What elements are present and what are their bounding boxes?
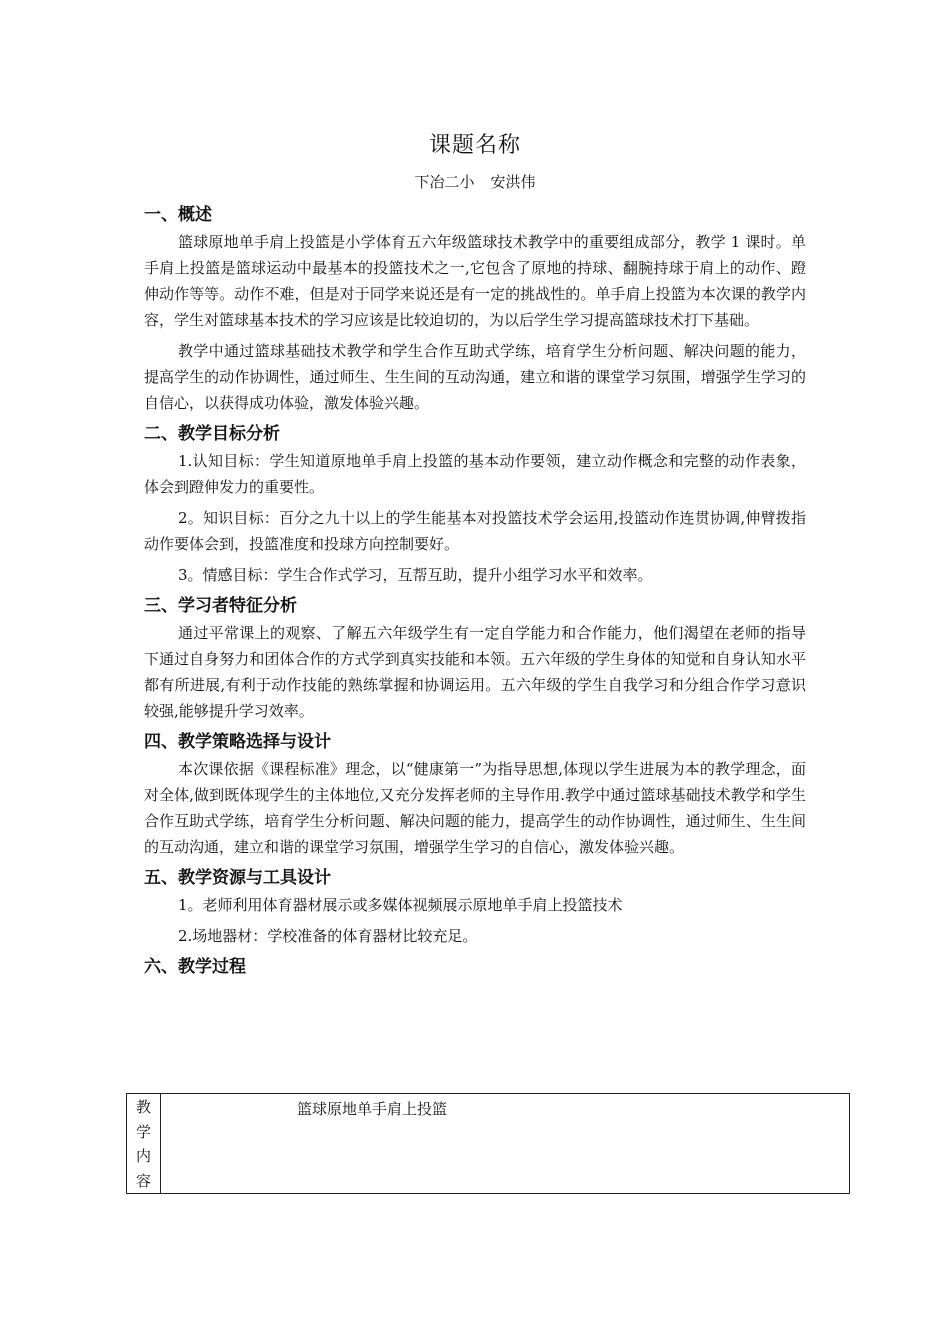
paragraph: 2。知识目标：百分之九十以上的学生能基本对投篮技术学会运用,投篮动作连贯协调,伸臂拨指动作要体会到，投篮准度和投球方向控制要好。 bbox=[144, 509, 806, 553]
author-line bbox=[0, 172, 950, 192]
author-name: 安洪伟 bbox=[490, 173, 536, 191]
paragraph: 教学中通过篮球基础技术教学和学生合作互助式学练，培育学生分析问题、解决问题的能力，提高学生的动作协调性，通过师生、生生间的互动沟通，建立和谐的课堂学习氛围，增强学生学习的自信心，以获得成功体验，激发体验兴趣。 bbox=[144, 342, 806, 412]
section-heading: 六、教学过程 bbox=[144, 957, 246, 977]
document-title: 课题名称 bbox=[428, 133, 521, 158]
section-teaching-strategy bbox=[144, 729, 806, 860]
table-content-cell: 篮球原地单手肩上投篮 bbox=[297, 1100, 448, 1118]
teaching-process-table bbox=[126, 1093, 850, 1194]
section-heading: 一、概述 bbox=[144, 205, 212, 225]
author-school: 下冶二小 bbox=[414, 173, 475, 191]
section-heading: 二、教学目标分析 bbox=[144, 424, 280, 444]
section-heading: 四、教学策略选择与设计 bbox=[144, 732, 331, 752]
section-heading: 三、学习者特征分析 bbox=[144, 596, 297, 616]
paragraph: 通过平常课上的观察、了解五六年级学生有一定自学能力和合作能力，他们渴望在老师的指导下通过自身努力和团体合作的方式学到真实技能和本领。五六年级的学生身体的知觉和自身认知水平都有所进展,有利于动作技能的熟练掌握和协调运用。五六年级的学生自我学习和分组合作学习意识较强,能够提升学习效率。 bbox=[144, 624, 806, 720]
paragraph: 1。老师利用体育器材展示或多媒体视频展示原地单手肩上投篮技术 bbox=[178, 896, 623, 914]
label-char: 内 bbox=[135, 1147, 151, 1165]
paragraph: 本次课依据《课程标准》理念，以“健康第一”为指导思想,体现以学生进展为本的教学理念，面对全体,做到既体现学生的主体地位,又充分发挥老师的主导作用.教学中通过篮球基础技术教学和学生合作互助式学练，培育学生分析问题、解决问题的能力，提高学生的动作协调性，通过师生、生生间的互动沟通，建立和谐的课堂学习氛围，增强学生学习的自信心，激发体验兴趣。 bbox=[144, 760, 806, 856]
label-char: 教 bbox=[135, 1098, 151, 1116]
paragraph: 2.场地器材：学校准备的体育器材比较充足。 bbox=[178, 927, 478, 945]
document-body bbox=[144, 202, 806, 981]
section-learner-analysis bbox=[144, 593, 806, 724]
section-teaching-objectives bbox=[144, 421, 806, 588]
label-char: 容 bbox=[135, 1171, 151, 1190]
paragraph: 3。情感目标：学生合作式学习，互帮互助，提升小组学习水平和效率。 bbox=[178, 566, 653, 584]
section-teaching-resources bbox=[144, 865, 806, 949]
label-char: 学 bbox=[135, 1122, 151, 1141]
paragraph: 篮球原地单手肩上投篮是小学体育五六年级篮球技术教学中的重要组成部分，教学 1 课时。单手肩上投篮是篮球运动中最基本的投篮技术之一,它包含了原地的持球、翻腕持球于肩上的动作、蹬伸动作等等。动作不难，但是对于同学来说还是有一定的挑战性的。单手肩上投篮为本次课的教学内容，学生对篮球基本技术的学习应该是比较迫切的，为以后学生学习提高篮球技术打下基础。 bbox=[144, 233, 806, 329]
table-label-cell bbox=[127, 1094, 161, 1193]
section-teaching-process bbox=[144, 954, 806, 981]
paragraph: 1.认知目标：学生知道原地单手肩上投篮的基本动作要领，建立动作概念和完整的动作表象，体会到蹬伸发力的重要性。 bbox=[144, 452, 806, 496]
section-heading: 五、教学资源与工具设计 bbox=[144, 868, 331, 888]
section-overview bbox=[144, 202, 806, 416]
